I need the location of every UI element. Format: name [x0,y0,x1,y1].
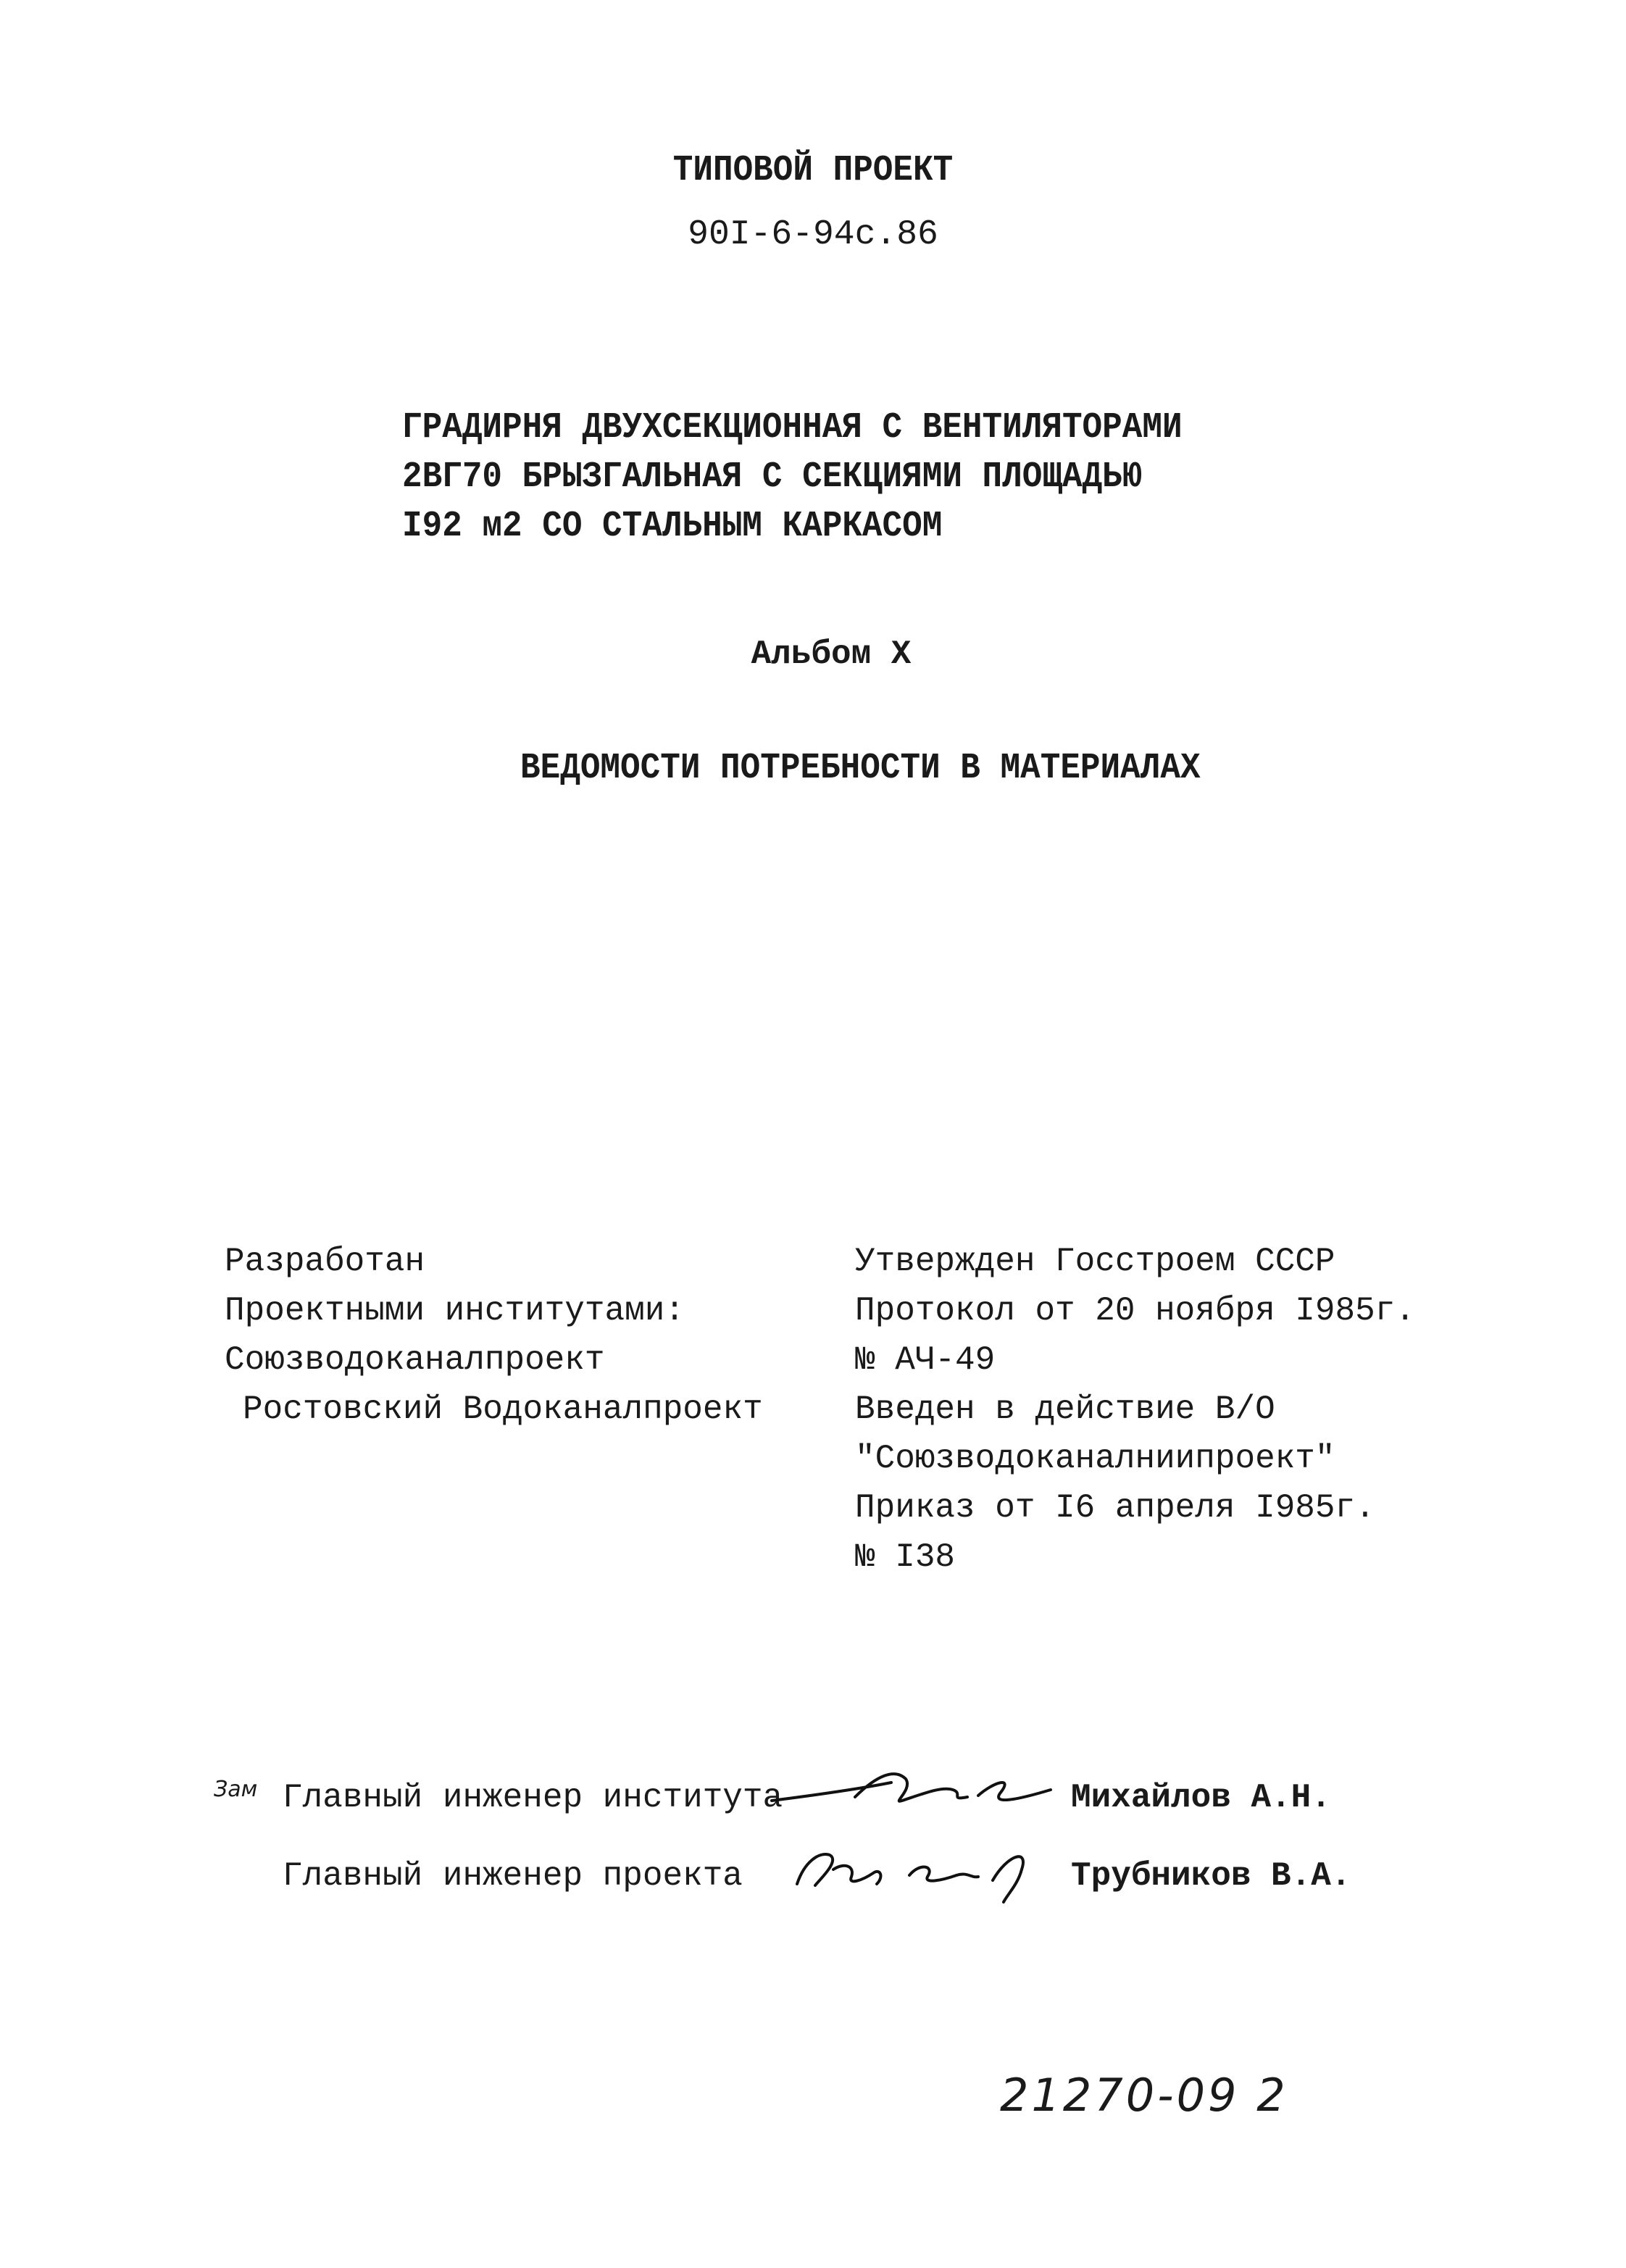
approved-line-7: № I38 [855,1538,956,1576]
album-label: Альбом X [751,635,912,673]
approved-line-6: Приказ от I6 апреля I985г. [855,1489,1375,1527]
chief-project-label: Главный инженер проекта [283,1857,743,1895]
developed-line-4: Ростовский Водоканалпроект [243,1391,763,1428]
developed-line-2: Проектными институтами: [225,1292,685,1330]
project-code: 90I-6-94с.86 [688,215,938,254]
title-line-3: I92 м2 СО СТАЛЬНЫМ КАРКАСОМ [402,505,943,546]
approved-line-1: Утвержден Госстроем СССР [855,1243,1335,1280]
approved-line-2: Протокол от 20 ноября I985г. [855,1292,1415,1330]
chief-project-name: Трубников В.А. [1071,1857,1351,1895]
signature-mikhailov [768,1761,1058,1826]
signature-trubnikov [790,1840,1080,1906]
approved-line-5: "Союзводоканалниипроект" [855,1440,1335,1477]
developed-line-3: Союзводоканалпроект [225,1341,605,1379]
inventory-number: 21270-09 2 [1000,2069,1288,2122]
approved-line-3: № АЧ-49 [855,1341,996,1379]
chief-institute-name: Михайлов А.Н. [1071,1779,1331,1817]
title-line-2: 2ВГ70 БРЫЗГАЛЬНАЯ С СЕКЦИЯМИ ПЛОЩАДЬЮ [402,456,1143,497]
title-line-1: ГРАДИРНЯ ДВУХСЕКЦИОННАЯ С ВЕНТИЛЯТОРАМИ [402,407,1183,448]
chief-institute-label: Главный инженер института [283,1779,783,1817]
handwritten-prefix: Зам [214,1777,258,1802]
approved-line-4: Введен в действие В/О [855,1391,1275,1428]
developed-line-1: Разработан [225,1243,425,1280]
document-subject: ВЕДОМОСТИ ПОТРЕБНОСТИ В МАТЕРИАЛАХ [520,747,1201,788]
project-type-label: ТИПОВОЙ ПРОЕКТ [672,149,954,191]
